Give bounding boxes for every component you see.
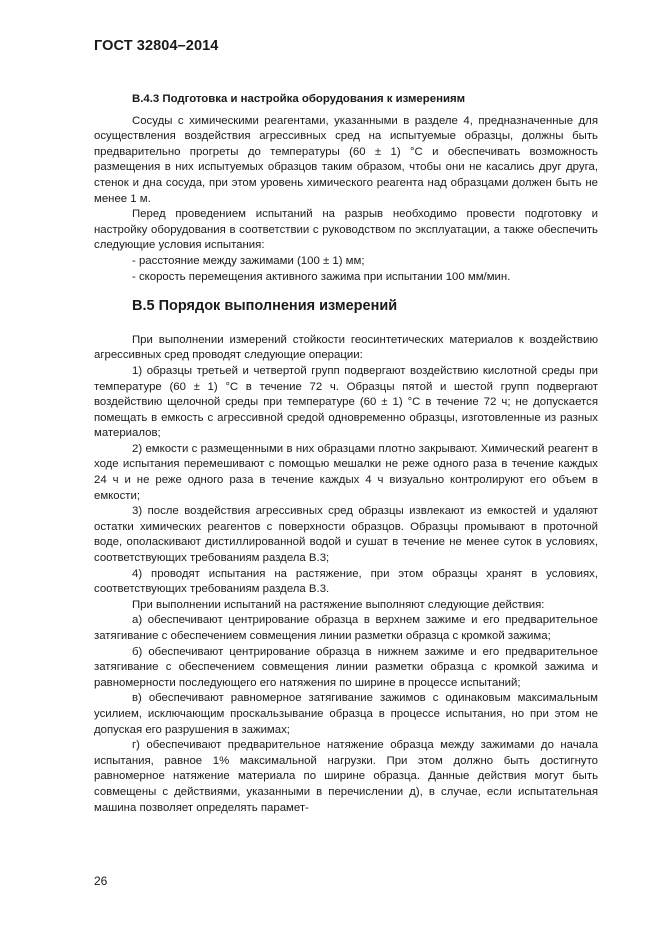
page-number: 26 <box>94 874 108 888</box>
list-item: б) обеспечивают центрирование образца в нижнем зажиме и его предварительное затягивание с обеспечением совмещения линии разметки образца с кромкой зажима и равномерности последующего его натяжения по ширине в процессе испытаний; <box>94 645 598 689</box>
list-item: - скорость перемещения активного зажима при испытании 100 мм/мин. <box>132 270 511 283</box>
paragraph: При выполнении измерений стойкости геосинтетических материалов к воздействию агрессивных сред проводят следующие операции: <box>94 333 598 362</box>
paragraph: Перед проведением испытаний на разрыв необходимо провести подготовку и настройку оборудования в соответствии с руководством по эксплуатации, а также обеспечить следующие условия испытания: <box>94 208 598 252</box>
subsection-title: В.4.3 Подготовка и настройка оборудования к измерениям <box>132 93 466 105</box>
list-item: 1) образцы третьей и четвертой групп подвергают воздействию кислотной среды при температуре (60 ± 1) °C в течение 72 ч. Образцы пятой и шестой групп подвергают воздействию щелочной среды при температуре (60 ± 1) °C в течение 72 ч; не допускается помещать в емкость с агрессивной средой одновременно образцы, изготовленные из разных материалов; <box>94 364 598 440</box>
document-standard-header: ГОСТ 32804–2014 <box>94 38 219 54</box>
list-item: - расстояние между зажимами (100 ± 1) мм; <box>132 254 365 267</box>
paragraph: При выполнении испытаний на растяжение выполняют следующие действия: <box>132 598 545 611</box>
list-item: 4) проводят испытания на растяжение, при этом образцы хранят в условиях, соответствующих требованиям раздела В.3. <box>94 567 598 596</box>
list-item: г) обеспечивают предварительное натяжение образца между зажимами до начала испытания, равное 1% максимальной нагрузки. При этом должно быть достигнуто равномерное натяжение материала по ширине образца. Данные действия могут быть совмещены с действиями, указанными в перечислении д), в случае, если испытательная машина позволяет определять парамет- <box>94 739 598 814</box>
list-item: а) обеспечивают центрирование образца в верхнем зажиме и его предварительное затягивание с обеспечением совмещения линии разметки образца с кромкой зажима; <box>94 614 598 642</box>
list-item: 2) емкости с размещенными в них образцами плотно закрывают. Химический реагент в ходе испытания перемешивают с помощью мешалки не реже одного раза в течение каждых 24 ч и не реже одного раза в течение каждых 4 ч визуально контролируют его объем в емкости; <box>94 442 598 502</box>
paragraph: Сосуды с химическими реагентами, указанными в разделе 4, предназначенные для осуществления воздействия агрессивных сред на испытуемые образцы, должны быть предварительно прогреты до температуры (60 ± 1) °C и обеспечивать возможность размещения в них испытуемых образцов таким образом, чтобы они не касались друг друга, стенок и дна сосуда, при этом уровень химического реагента над образцами должен быть не менее 1 м. <box>94 114 598 205</box>
list-item: в) обеспечивают равномерное затягивание зажимов с одинаковым максимальным усилием, исключающим проскальзывание образца в процессе испытания, но при этом не допуская его разрушения в зажимах; <box>94 692 598 736</box>
page-content <box>94 92 598 816</box>
section-title: В.5 Порядок выполнения измерений <box>132 298 398 315</box>
list-item: 3) после воздействия агрессивных сред образцы извлекают из емкостей и удаляют остатки химических реагентов с поверхности образцов. Образцы промывают в проточной воде, ополаскивают дистиллированной водой и сушат в течение не менее суток в условиях, соответствующих требованиям раздела В.3; <box>94 505 598 565</box>
